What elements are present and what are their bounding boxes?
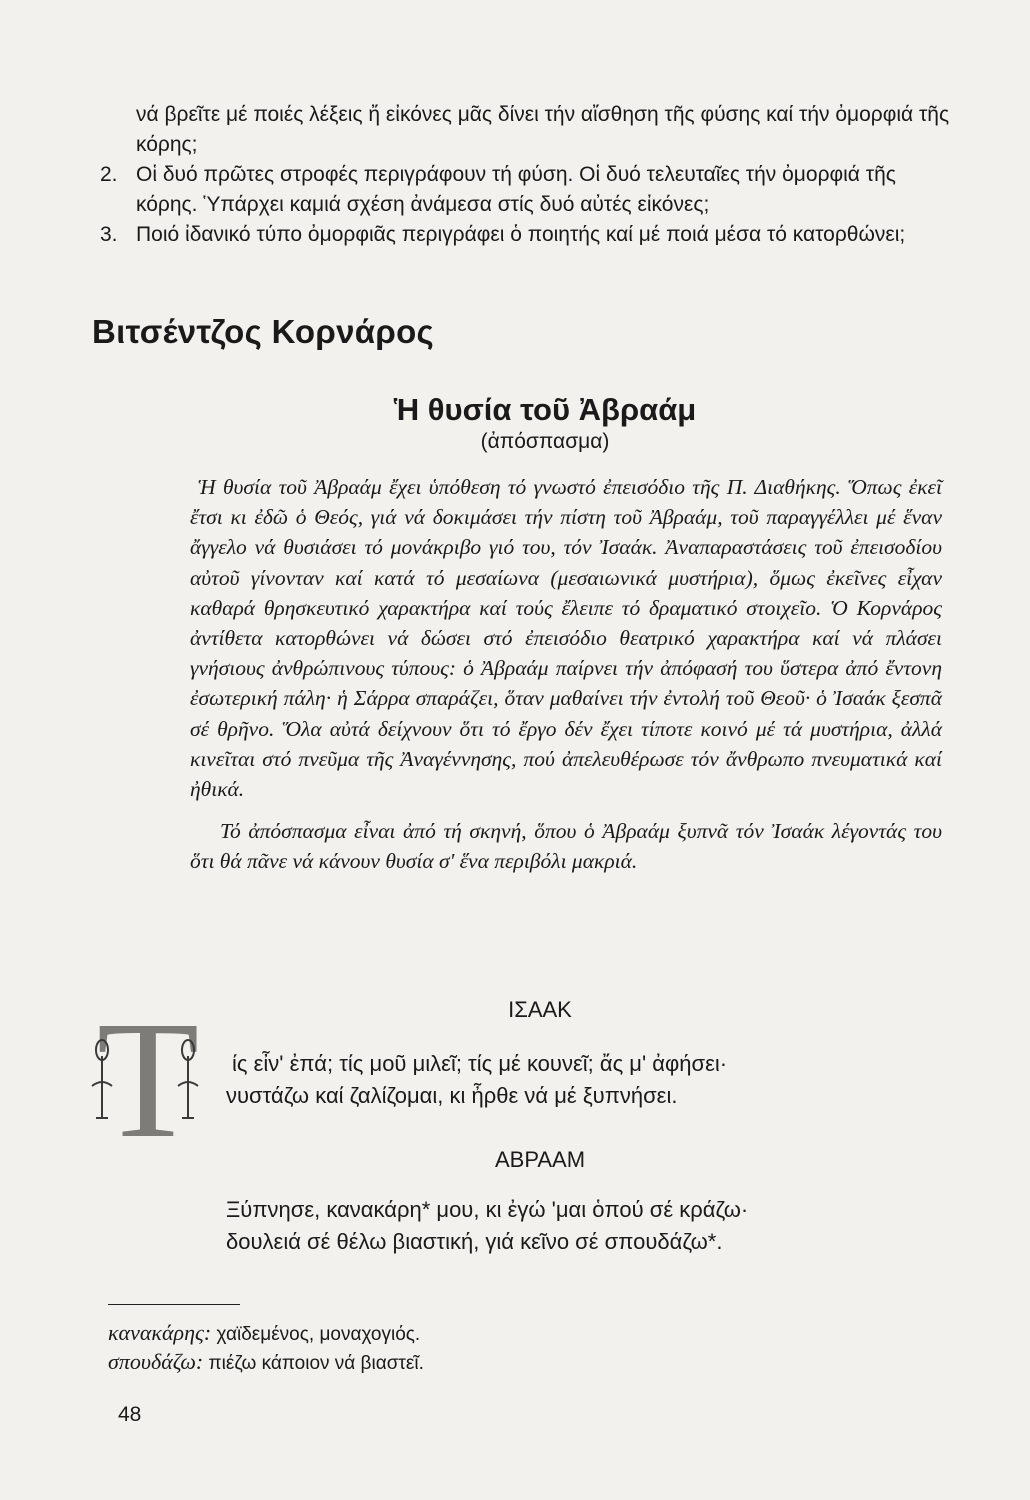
dropcap-glyph: Τ: [96, 1008, 200, 1146]
work-title: Ἡ θυσία τοῦ Ἀβραάμ: [393, 392, 697, 427]
footnote-term: κανακάρης:: [108, 1320, 212, 1345]
question-text: Οἱ δυό πρῶτες στροφές περιγράφουν τή φύση. Οἱ δυό τελευταῖες τήν ὀμορφιά τῆς κόρης. Ὑπάρχει καμιά σχέση ἀνάμεσα στίς δυό αὐτές εἰκόνες;: [136, 163, 896, 216]
dropcap-illustration: [82, 1008, 214, 1146]
verse-line: ίς εἶν' ἐπά; τίς μοῦ μιλεῖ; τίς μέ κουνεῖ; ἄς μ' ἀφήσει·: [232, 1051, 728, 1076]
question-number: 3.: [100, 223, 118, 246]
work-subtitle: (ἀπόσπασμα): [480, 430, 610, 453]
footnote-definition: χαϊδεμένος, μοναχογιός.: [216, 1324, 421, 1345]
dropcap-letter: [82, 1008, 214, 1146]
question-number: 2.: [100, 163, 118, 186]
intro-paragraph: Τό ἀπόσπασμα εἶναι ἀπό τή σκηνή, ὅπου ὁ Ἀβραάμ ξυπνᾶ τόν Ἰσαάκ λέγοντάς του ὅτι θά πᾶνε νά κάνουν θυσία σ' ἕνα περιβόλι μακριά.: [190, 819, 942, 874]
question-list: [100, 160, 956, 250]
page-number: 48: [118, 1403, 142, 1426]
footnote-divider: [108, 1304, 240, 1305]
question-text: Ποιό ἰδανικό τύπο ὀμορφιᾶς περιγράφει ὁ ποιητής καί μέ ποιά μέσα τό κατορθώνει;: [136, 223, 906, 246]
question-1-continuation: νά βρεῖτε μέ ποιές λέξεις ἤ εἰκόνες μᾶς δίνει τήν αἴσθηση τῆς φύσης καί τήν ὀμορφιά τῆς κόρης;: [136, 103, 950, 156]
speaker-isaak: ΙΣΑΑΚ: [508, 997, 572, 1022]
intro-paragraph: Ἡ θυσία τοῦ Ἀβραάμ ἔχει ὑπόθεση τό γνωστό ἐπεισόδιο τῆς Π. Διαθήκης. Ὅπως ἐκεῖ ἔτσι κι ἐδῶ ὁ Θεός, γιά νά δοκιμάσει τήν πίστη τοῦ Ἀβραάμ, τοῦ παραγγέλλει μέ ἕναν ἄγγελο νά θυσιάσει τό μονάκριβο γιό του, τόν Ἰσαάκ. Ἀναπαραστάσεις τοῦ ἐπεισοδίου αὐτοῦ γίνονταν καί κατά τό μεσαίωνα (μεσαιωνικά μυστήρια), ὅμως ἐκεῖνες εἶχαν καθαρά θρησκευτικό χαρακτήρα καί τούς ἔλειπε τό δραματικό στοιχεῖο. Ὁ Κορνάρος ἀντίθετα κατορθώνει νά δώσει στό ἐπεισόδιο θεατρικό χαρακτήρα καί νά πλάσει γνήσιους ἀνθρώπινους τύπους: ὁ Ἀβραάμ παίρνει τήν ἀπόφασή του ὕστερα ἀπό ἔντονη ἐσωτερική πάλη· ἡ Σάρρα σπαράζει, ὅταν μαθαίνει τήν ἐντολή τοῦ Θεοῦ· ὁ Ἰσαάκ ξεσπᾶ σέ θρῆνο. Ὅλα αὐτά δείχνουν ὅτι τό ἔργο δέν ἔχει τίποτε κοινό μέ τά μυστήρια, ἀλλά κινεῖται στό πνεῦμα τῆς Ἀναγέννησης, πού ἀπελευθέρωσε τόν ἄνθρωπο πνευματικά καί ἠθικά.: [190, 475, 942, 802]
question-item: [100, 160, 956, 220]
verse-line: δουλειά σέ θέλω βιαστική, γιά κεῖνο σέ σπουδάζω*.: [226, 1229, 723, 1254]
footnote: [108, 1319, 424, 1348]
footnote-definition: πιέζω κάποιον νά βιαστεῖ.: [208, 1353, 424, 1374]
author-heading: Βιτσέντζος Κορνάρος: [92, 313, 434, 350]
footnote: [108, 1348, 424, 1377]
footnote-term: σπουδάζω:: [108, 1349, 204, 1374]
question-item: [100, 220, 956, 250]
speaker-avraam: ΑΒΡΑΑΜ: [494, 1147, 586, 1172]
verse-line: Ξύπνησε, κανακάρη* μου, κι ἐγώ 'μαι ὁπού σέ κράζω·: [226, 1197, 749, 1222]
footnotes: [108, 1319, 424, 1377]
introduction: [190, 472, 942, 877]
verse-line: νυστάζω καί ζαλίζομαι, κι ἦρθε νά μέ ξυπνήσει.: [226, 1083, 678, 1108]
